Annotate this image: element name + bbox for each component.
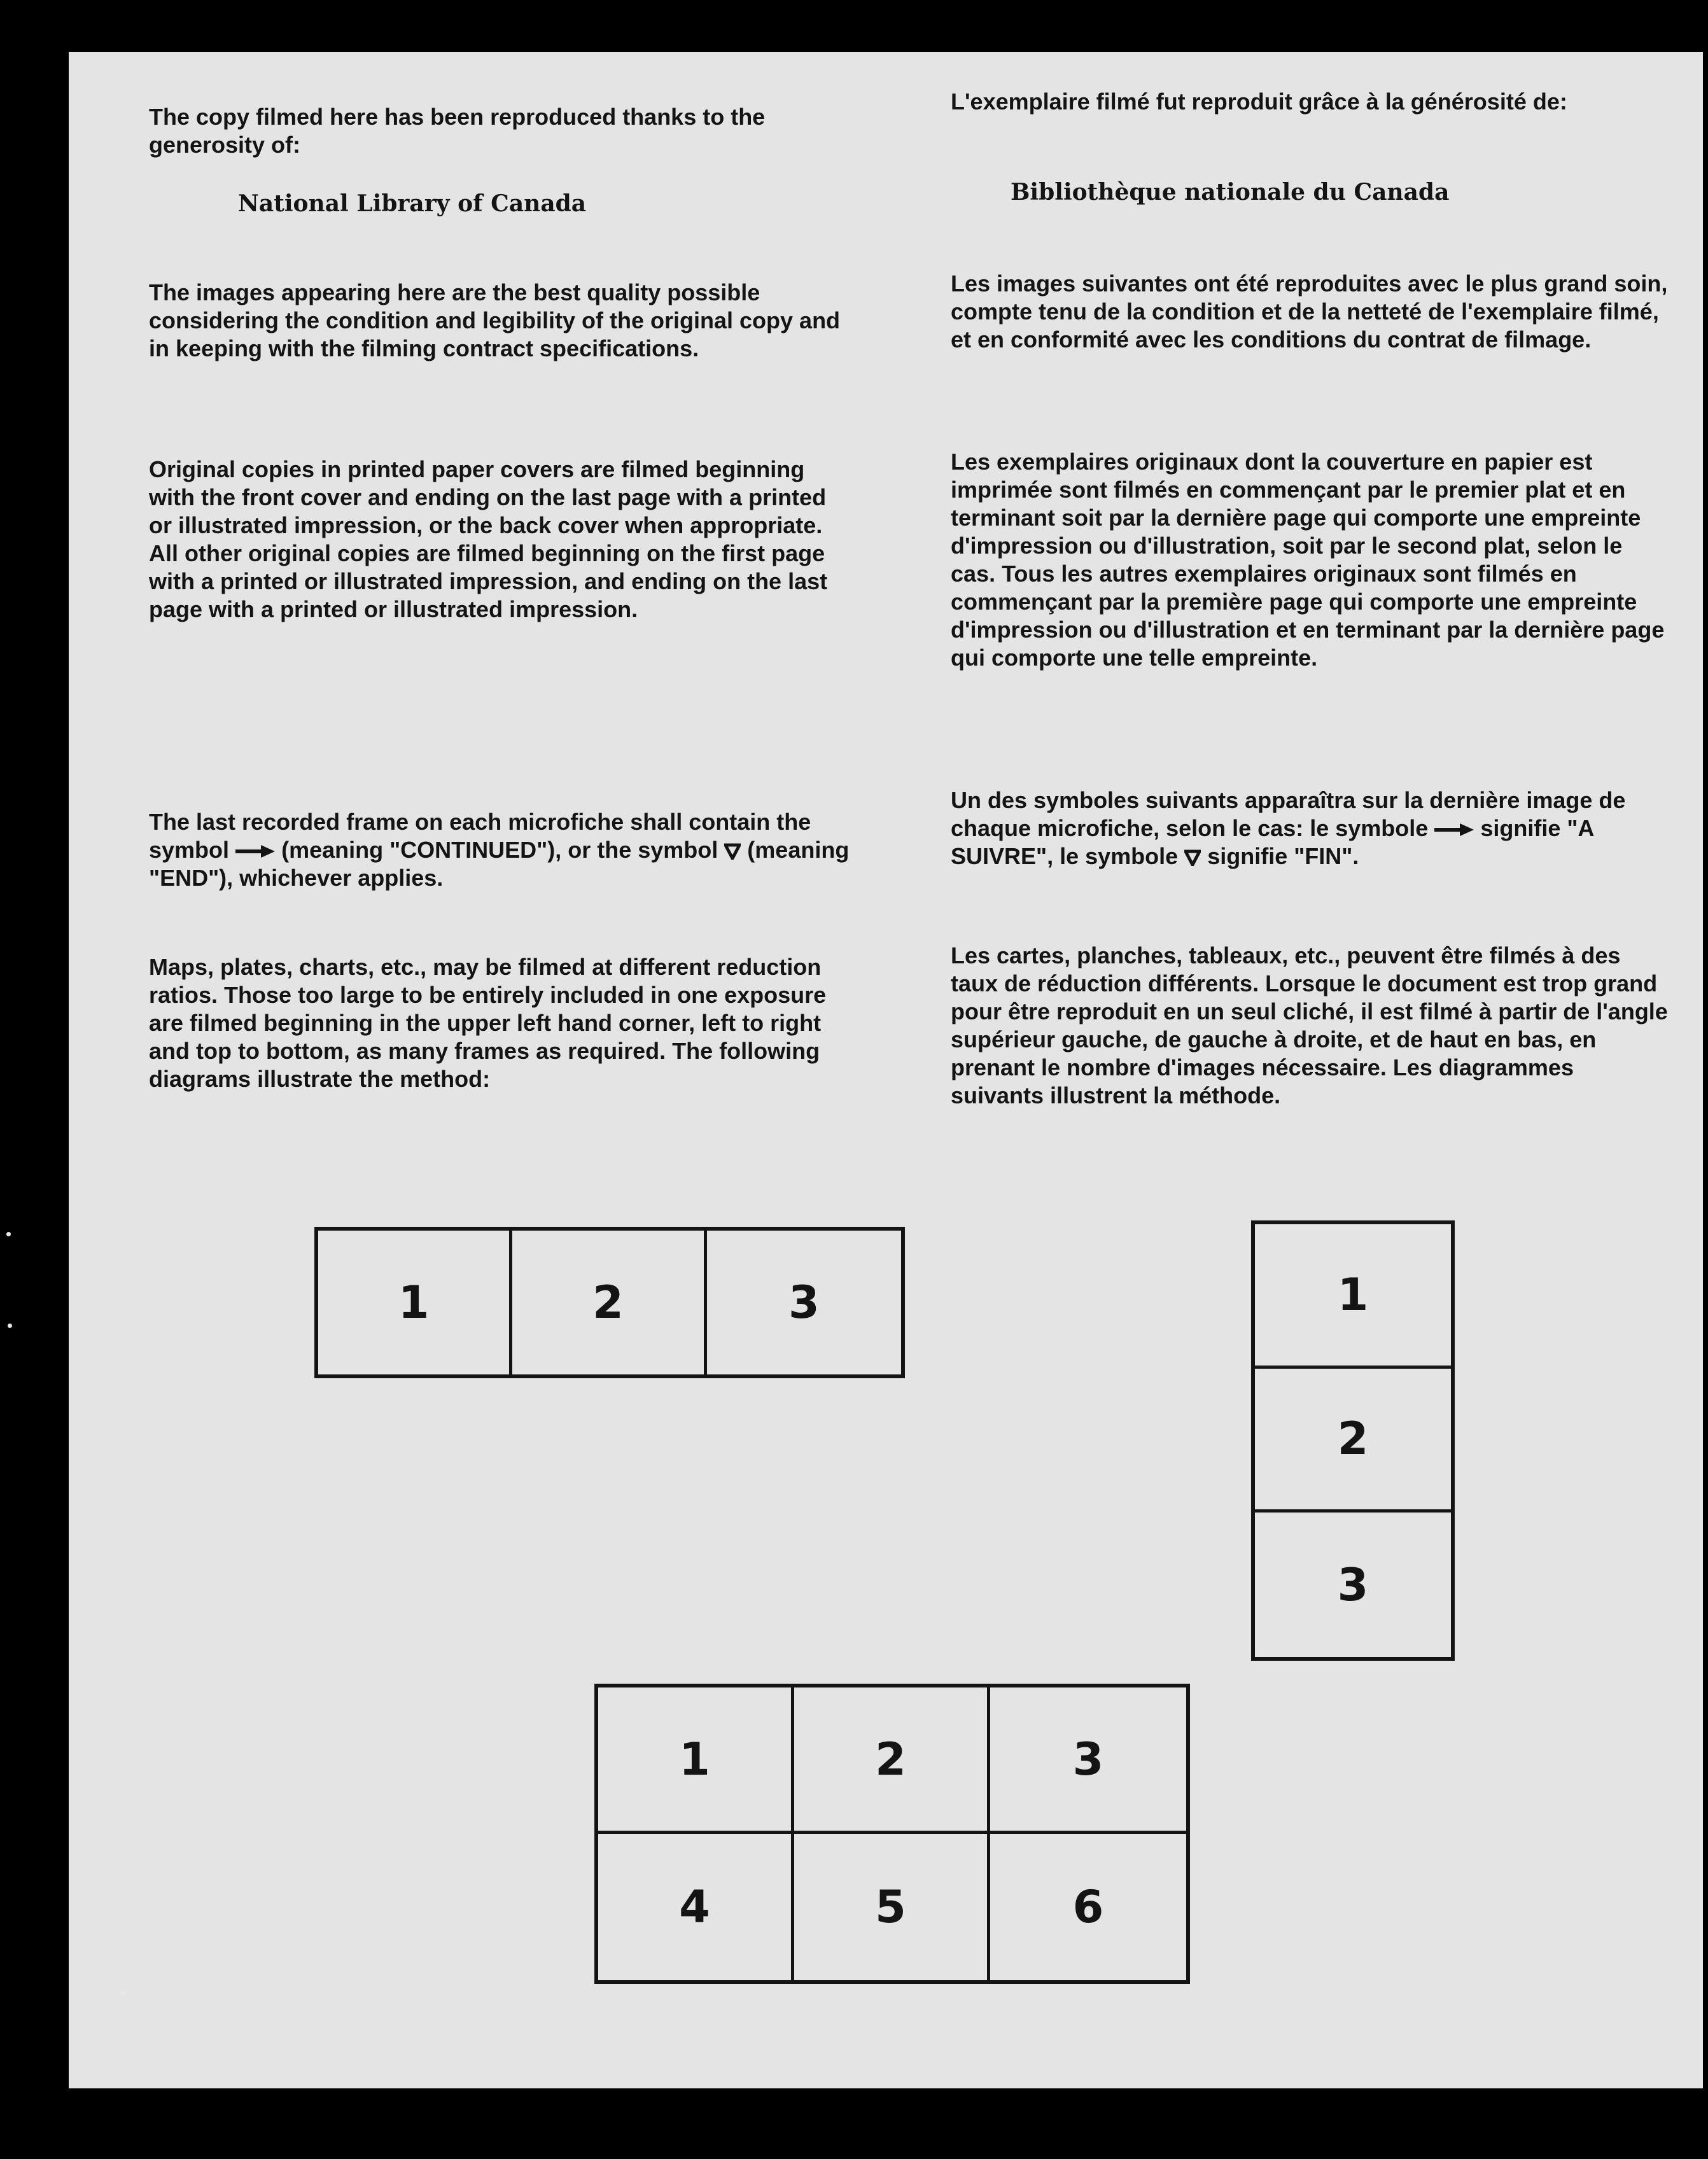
frame-cell: 2 bbox=[794, 1687, 990, 1834]
diagram-horizontal bbox=[314, 1227, 905, 1378]
frame-cell: 2 bbox=[1255, 1369, 1451, 1513]
originals-en-text: Original copies in printed paper covers are filmed beginning with the front cover and ending on the last page with a printed or illustrated impression, or the back cover when appropriate. All other original copies are filmed beginning on the first page with a printed or illustrated impression, and ending on the last page with a printed or illustrated impression. bbox=[149, 456, 828, 622]
symbols-fr-text bbox=[951, 786, 1670, 870]
frame-cell: 3 bbox=[788, 1276, 820, 1329]
document-page bbox=[69, 52, 1703, 2088]
frame-cell: 2 bbox=[512, 1231, 706, 1374]
frame-cell: 5 bbox=[794, 1834, 990, 1980]
maps-en-text: Maps, plates, charts, etc., may be filmed at different reduction ratios. Those too large to be entirely included in one exposure are filmed beginning in the upper left hand corner, left to right and top to bottom, as many frames as required. The following diagrams illustrate the method: bbox=[149, 954, 827, 1092]
quality-en-text: The images appearing here are the best quality possible considering the condition and legibility of the original copy and in keeping with the filming contract specifications. bbox=[149, 279, 841, 361]
diagram-grid bbox=[594, 1684, 1190, 1984]
intro-en bbox=[149, 103, 855, 159]
right-arrow-icon bbox=[235, 845, 275, 858]
frame-cell: 4 bbox=[598, 1834, 794, 1980]
intro-en-text: The copy filmed here has been reproduced thanks to the generosity of: bbox=[149, 104, 766, 158]
frame-cell: 3 bbox=[990, 1687, 1186, 1834]
symbols-fr-part-a: Un des symboles suivants apparaîtra sur la dernière image de chaque microfiche, selon le cas: le symbole bbox=[951, 787, 1626, 841]
intro-fr bbox=[951, 88, 1670, 116]
maps-fr bbox=[951, 942, 1670, 1110]
quality-fr bbox=[951, 270, 1670, 354]
symbols-fr-part-b: signifie "A SUIVRE", le symbole bbox=[951, 815, 1594, 869]
symbols-en-part-c: (meaning "END"), whichever applies. bbox=[149, 837, 850, 891]
symbols-en-text bbox=[149, 808, 855, 892]
quality-en bbox=[149, 279, 855, 363]
frame-cell: 3 bbox=[1337, 1558, 1369, 1611]
library-name-en: National Library of Canada bbox=[238, 190, 587, 217]
film-speck bbox=[6, 1232, 11, 1236]
film-speck bbox=[8, 1324, 12, 1328]
frame-cell: 1 bbox=[318, 1231, 512, 1374]
maps-en bbox=[149, 953, 855, 1093]
down-triangle-icon bbox=[724, 843, 741, 860]
quality-fr-text: Les images suivantes ont été reproduites avec le plus grand soin, compte tenu de la condition et de la netteté de l'exemplaire filmé, et en conformité avec les conditions du contrat de filmage. bbox=[951, 270, 1668, 353]
originals-en bbox=[149, 456, 855, 624]
right-arrow-icon bbox=[1434, 823, 1474, 836]
library-name-fr: Bibliothèque nationale du Canada bbox=[1011, 179, 1450, 206]
originals-fr bbox=[951, 448, 1670, 672]
originals-fr-text: Les exemplaires originaux dont la couverture en papier est imprimée sont filmés en commençant par le premier plat et en terminant soit par la dernière page qui comporte une empreinte d'impression ou d'illustration, soit par le second plat, selon le cas. Tous les autres exemplaires originaux sont filmés en commençant par la première page qui comporte une empreinte d'impression ou d'illustration et en terminant par la dernière page qui comporte une telle empreinte. bbox=[951, 449, 1665, 671]
frame-cell: 6 bbox=[1072, 1881, 1104, 1933]
maps-fr-text: Les cartes, planches, tableaux, etc., peuvent être filmés à des taux de réduction différents. Lorsque le document est trop grand pour être reproduit en un seul cliché, il est filmé à partir de l'angle supérieur gauche, de gauche à droite, et de haut en bas, en prenant le nombre d'images nécessaire. Les diagrammes suivants illustrent la méthode. bbox=[951, 942, 1668, 1108]
frame-cell: 1 bbox=[1255, 1224, 1451, 1369]
intro-fr-text: L'exemplaire filmé fut reproduit grâce à la générosité de: bbox=[951, 88, 1567, 115]
down-triangle-icon bbox=[1184, 849, 1201, 866]
diagram-vertical bbox=[1251, 1220, 1455, 1661]
symbols-en-part-a: The last recorded frame on each microfiche shall contain the symbol bbox=[149, 809, 811, 863]
symbols-en-part-b: (meaning "CONTINUED"), or the symbol bbox=[281, 837, 718, 863]
symbols-fr-part-c: signifie "FIN". bbox=[1207, 843, 1359, 869]
symbols-en bbox=[149, 808, 855, 892]
frame-cell: 1 bbox=[598, 1687, 794, 1834]
symbols-fr bbox=[951, 786, 1670, 870]
film-speck bbox=[121, 1990, 125, 1995]
